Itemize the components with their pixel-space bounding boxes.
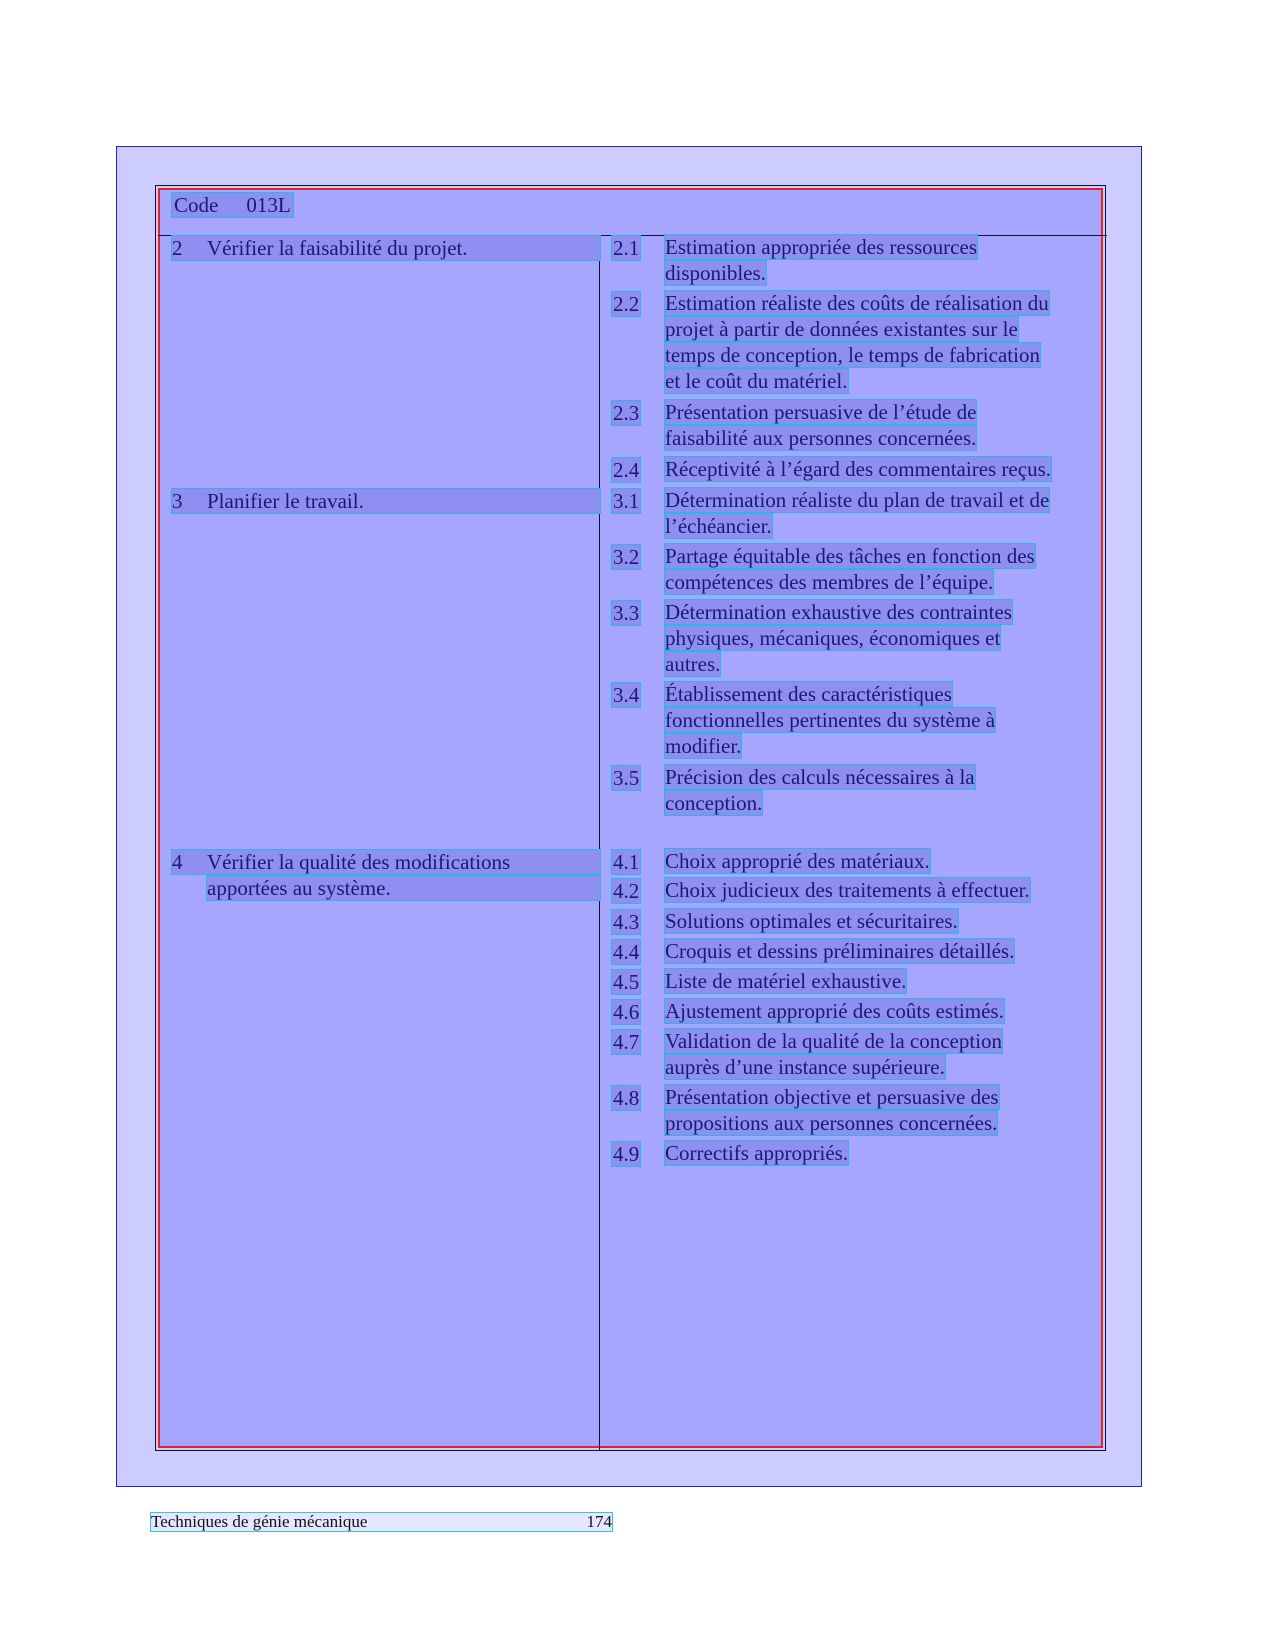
criterion-line: Correctifs appropriés. (665, 1141, 849, 1165)
criterion-text (665, 999, 1004, 1025)
criterion-number (611, 291, 643, 317)
criterion-number-text: 2.3 (613, 401, 640, 425)
criterion-line: Partage équitable des tâches en fonction des (665, 544, 1035, 568)
competency-text: Vérifier la qualité des modifications (207, 850, 511, 874)
criterion-line: projet à partir de données existantes sur le (665, 317, 1018, 341)
criterion-line: Présentation objective et persuasive des (665, 1085, 999, 1109)
criterion-text (665, 1029, 1002, 1081)
criterion-number (611, 765, 643, 791)
criterion-number-text: 4.2 (613, 879, 640, 903)
criterion-text (665, 600, 1012, 678)
criterion-line: Réceptivité à l’égard des commentaires reçus. (665, 457, 1051, 481)
criterion-number-text: 4.1 (613, 850, 640, 874)
criterion-text (665, 682, 995, 760)
criterion-text (665, 765, 975, 817)
criterion-line: Estimation appropriée des ressources (665, 235, 977, 259)
criterion-line: compétences des membres de l’équipe. (665, 570, 994, 594)
criterion-number-text: 4.5 (613, 970, 640, 994)
criterion-line: faisabilité aux personnes concernées. (665, 426, 977, 450)
criterion-text (665, 400, 976, 452)
criterion-line: Estimation réaliste des coûts de réalisation du (665, 291, 1049, 315)
criterion-text (665, 488, 1049, 540)
column-divider (599, 236, 600, 1450)
criterion-number-text: 2.4 (613, 458, 640, 482)
criterion-text (665, 235, 977, 287)
criterion-number-text: 3.2 (613, 545, 640, 569)
criterion-number (611, 457, 643, 483)
criterion-text (665, 909, 958, 935)
criterion-text (665, 969, 906, 995)
criterion-line: Choix judicieux des traitements à effectuer. (665, 878, 1030, 902)
criterion-line: Choix approprié des matériaux. (665, 849, 930, 873)
criterion-line: et le coût du matériel. (665, 369, 848, 393)
competency-number: 3 (172, 489, 183, 513)
criterion-number-text: 2.1 (613, 236, 640, 260)
criterion-number (611, 849, 643, 875)
criterion-number-text: 2.2 (613, 292, 640, 316)
criterion-number-text: 4.4 (613, 940, 640, 964)
criterion-line: Validation de la qualité de la conception (665, 1029, 1003, 1053)
criterion-number-text: 4.7 (613, 1030, 640, 1054)
criterion-number (611, 969, 643, 995)
criterion-number (611, 999, 643, 1025)
criterion-line: l’échéancier. (665, 514, 772, 538)
competency-number: 2 (172, 236, 183, 260)
competency-text: apportées au système. (207, 876, 391, 900)
competency-text: Planifier le travail. (207, 489, 364, 513)
criterion-line: Solutions optimales et sécuritaires. (665, 909, 958, 933)
footer-title: Techniques de génie mécanique (151, 1512, 368, 1531)
criterion-number (611, 488, 643, 514)
code-label: Code (174, 193, 219, 217)
criterion-number-text: 4.3 (613, 910, 640, 934)
criterion-line: physiques, mécaniques, économiques et (665, 626, 1001, 650)
competency-number: 4 (172, 850, 183, 874)
criterion-line: propositions aux personnes concernées. (665, 1111, 998, 1135)
criterion-number-text: 4.8 (613, 1086, 640, 1110)
criterion-text (665, 291, 1049, 395)
criterion-number-text: 3.1 (613, 489, 640, 513)
criterion-line: Présentation persuasive de l’étude de (665, 400, 977, 424)
criterion-number (611, 682, 643, 708)
criterion-number-text: 4.6 (613, 1000, 640, 1024)
criterion-number (611, 544, 643, 570)
criterion-text (665, 457, 1051, 483)
criterion-number (611, 400, 643, 426)
criterion-line: fonctionnelles pertinentes du système à (665, 708, 996, 732)
code-value: 013L (246, 193, 291, 217)
page-number: 174 (586, 1512, 612, 1531)
criterion-line: temps de conception, le temps de fabrication (665, 343, 1040, 367)
criterion-text (665, 939, 1014, 965)
criterion-number (611, 939, 643, 965)
criterion-number-text: 3.4 (613, 683, 640, 707)
criterion-line: Croquis et dessins préliminaires détaillés. (665, 939, 1015, 963)
criterion-line: conception. (665, 791, 763, 815)
criterion-number (611, 1029, 643, 1055)
criterion-number (611, 1085, 643, 1111)
criterion-number (611, 1141, 643, 1167)
competency-text: Vérifier la faisabilité du projet. (207, 236, 468, 260)
criterion-text (665, 849, 930, 875)
criterion-text (665, 878, 1030, 904)
criterion-number (611, 909, 643, 935)
criterion-number (611, 235, 643, 261)
criterion-line: Ajustement approprié des coûts estimés. (665, 999, 1004, 1023)
criterion-number-text: 4.9 (613, 1142, 640, 1166)
criterion-line: autres. (665, 652, 721, 676)
criterion-text (665, 1085, 999, 1137)
page-footer (151, 1513, 612, 1531)
criterion-line: Détermination réaliste du plan de travail et de (665, 488, 1050, 512)
criterion-number (611, 600, 643, 626)
criterion-line: disponibles. (665, 261, 766, 285)
criterion-text (665, 544, 1035, 596)
criterion-line: auprès d’une instance supérieure. (665, 1055, 945, 1079)
criterion-number-text: 3.3 (613, 601, 640, 625)
criterion-line: Liste de matériel exhaustive. (665, 969, 907, 993)
criterion-text (665, 1141, 848, 1167)
criterion-line: Établissement des caractéristiques (665, 682, 952, 706)
code-header (172, 193, 293, 217)
criterion-number (611, 878, 643, 904)
criterion-number-text: 3.5 (613, 766, 640, 790)
criterion-line: Précision des calculs nécessaires à la (665, 765, 975, 789)
criterion-line: Détermination exhaustive des contraintes (665, 600, 1012, 624)
criterion-line: modifier. (665, 734, 742, 758)
